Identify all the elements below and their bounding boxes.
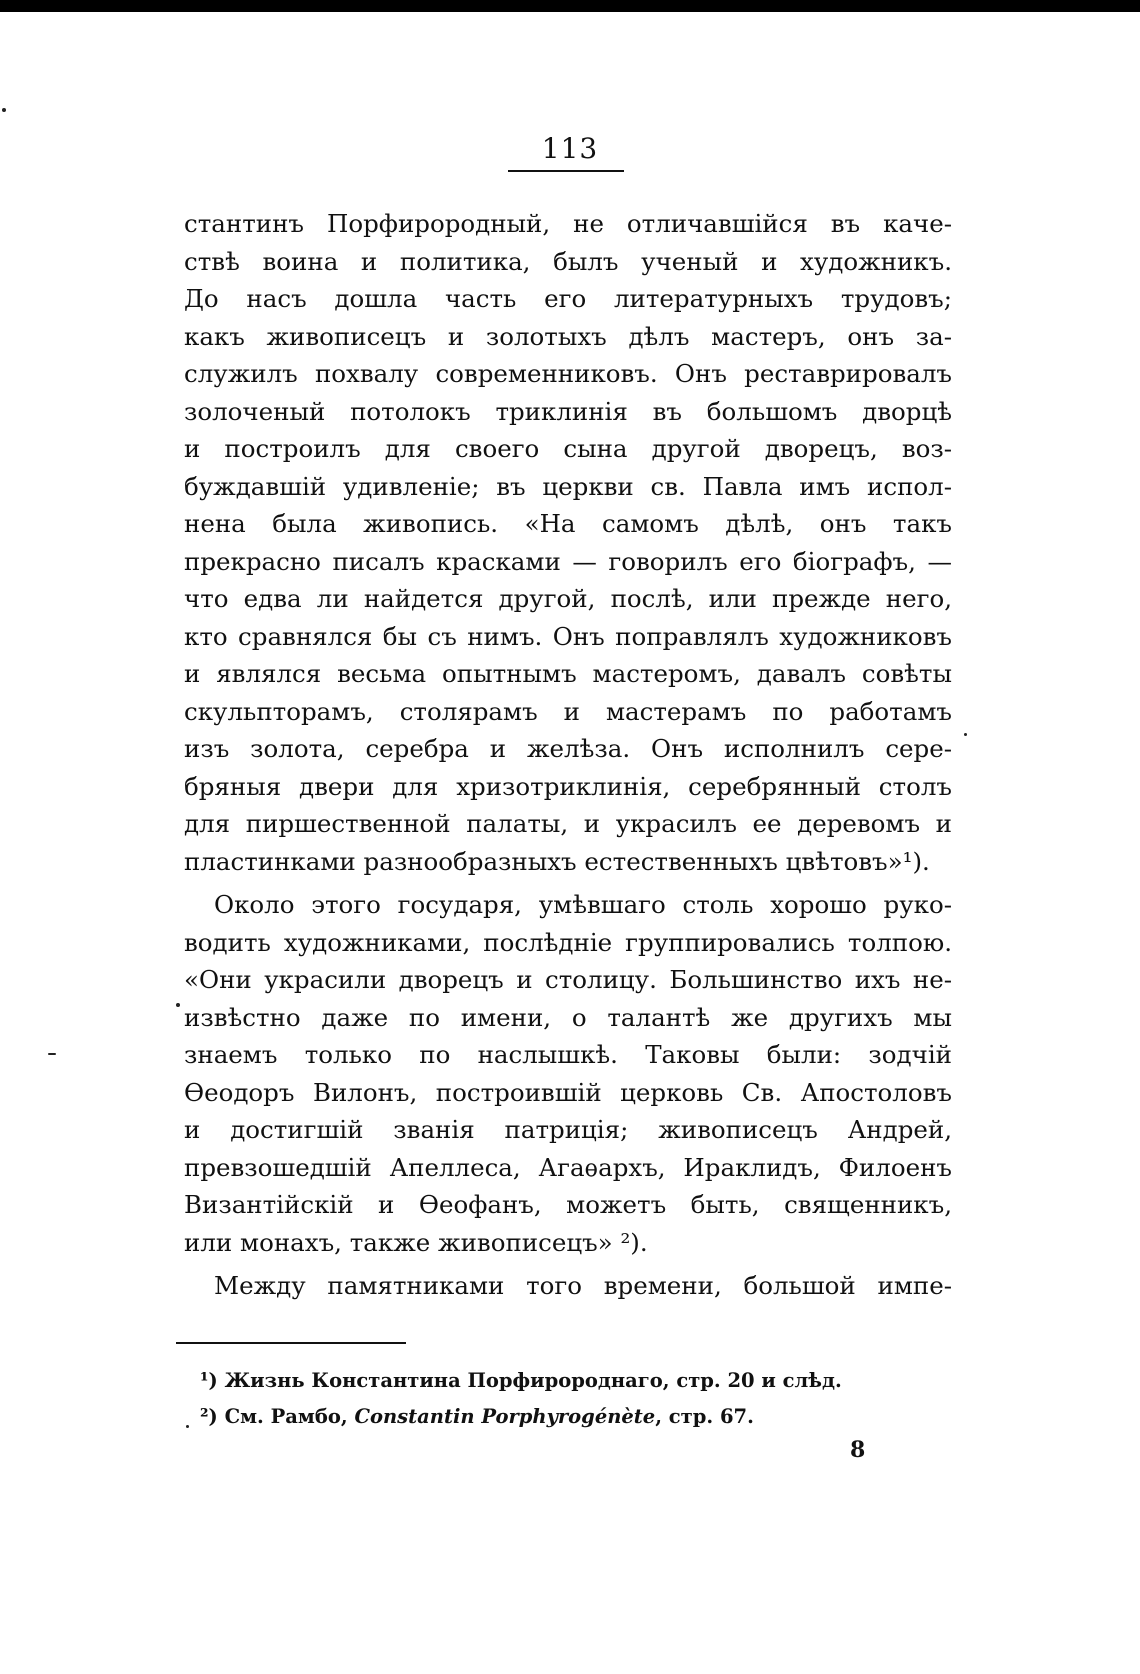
footnote-marker: ¹) bbox=[200, 1369, 218, 1392]
text-line: ствѣ воина и политика, былъ ученый и художникъ. bbox=[184, 246, 952, 276]
text-line: извѣстно даже по имени, о талантѣ же другихъ мы bbox=[184, 1002, 952, 1032]
text-line: водить художниками, послѣдніе группировались толпою. bbox=[184, 927, 952, 957]
scan-speck bbox=[176, 1003, 180, 1007]
scan-top-border bbox=[0, 0, 1140, 12]
footnote-marker: ²) bbox=[200, 1405, 218, 1428]
scan-speck bbox=[48, 1053, 56, 1055]
text-line: золоченый потолокъ триклинія въ большомъ дворцѣ bbox=[184, 396, 952, 426]
text-line: пластинками разнообразныхъ естественныхъ цвѣтовъ»¹). bbox=[184, 846, 930, 876]
text-line: прекрасно писалъ красками — говорилъ его біографъ, — bbox=[184, 546, 952, 576]
text-line: и достигшій званія патриція; живописецъ Андрей, bbox=[184, 1115, 952, 1144]
page-number: 113 bbox=[541, 132, 599, 165]
footnote-2 bbox=[200, 1399, 900, 1435]
footnote-title-italic: Constantin Porphyrogénète bbox=[354, 1405, 656, 1428]
footnotes bbox=[200, 1363, 900, 1435]
text-line: и построилъ для своего сына другой дворецъ, воз- bbox=[184, 434, 952, 463]
scan-speck bbox=[186, 1425, 189, 1428]
text-line: служилъ похвалу современниковъ. Онъ реставрировалъ bbox=[184, 359, 952, 388]
body-text bbox=[184, 205, 952, 1305]
footnote-text: Жизнь Константина Порфиророднаго, стр. 20 и слѣд. bbox=[224, 1369, 842, 1392]
footnote-separator bbox=[176, 1342, 406, 1344]
text-line: Византійскій и Ѳеофанъ, можетъ быть, священникъ, bbox=[184, 1190, 952, 1219]
text-line: и являлся весьма опытнымъ мастеромъ, давалъ совѣты bbox=[184, 659, 952, 688]
text-line: нена была живопись. «На самомъ дѣлѣ, онъ такъ bbox=[184, 509, 952, 538]
text-line: бряныя двери для хризотриклинія, серебрянный столъ bbox=[184, 771, 952, 801]
footnote-1 bbox=[200, 1363, 900, 1399]
text-line: превзошедшій Апеллеса, Агаѳархъ, Ираклидъ, Филоенъ bbox=[184, 1152, 952, 1182]
text-line: Между памятниками того времени, большой импе- bbox=[214, 1271, 952, 1300]
text-line: какъ живописецъ и золотыхъ дѣлъ мастеръ, онъ за- bbox=[184, 321, 952, 351]
text-line: До насъ дошла часть его литературныхъ трудовъ; bbox=[184, 284, 952, 313]
text-line: что едва ли найдется другой, послѣ, или прежде него, bbox=[184, 584, 952, 613]
signature-mark: 8 bbox=[850, 1437, 866, 1463]
text-line: кто сравнялся бы съ нимъ. Онъ поправлялъ художниковъ bbox=[184, 621, 952, 651]
text-line: «Они украсили дворецъ и столицу. Большинство ихъ не- bbox=[184, 965, 952, 994]
text-line: для пиршественной палаты, и украсилъ ее деревомъ и bbox=[184, 809, 952, 838]
scan-speck bbox=[2, 108, 6, 112]
text-line: Около этого государя, умѣвшаго столь хорошо руко- bbox=[214, 890, 952, 919]
text-line: изъ золота, серебра и желѣза. Онъ исполнилъ сере- bbox=[184, 734, 952, 763]
footnote-text: См. Рамбо, bbox=[224, 1405, 355, 1428]
text-line: знаемъ только по наслышкѣ. Таковы были: зодчій bbox=[184, 1040, 952, 1069]
text-line: буждавшій удивленіе; въ церкви св. Павла имъ испол- bbox=[184, 471, 952, 501]
text-line: стантинъ Порфирородный, не отличавшійся въ каче- bbox=[184, 209, 952, 238]
text-line: или монахъ, также живописецъ» ²). bbox=[184, 1227, 648, 1257]
text-line: скульпторамъ, столярамъ и мастерамъ по работамъ bbox=[184, 696, 952, 726]
text-line: Ѳеодоръ Вилонъ, построившій церковь Св. Апостоловъ bbox=[184, 1077, 952, 1107]
scan-speck bbox=[964, 733, 967, 736]
page-number-underline bbox=[508, 170, 624, 172]
footnote-text: , стр. 67. bbox=[655, 1405, 754, 1428]
